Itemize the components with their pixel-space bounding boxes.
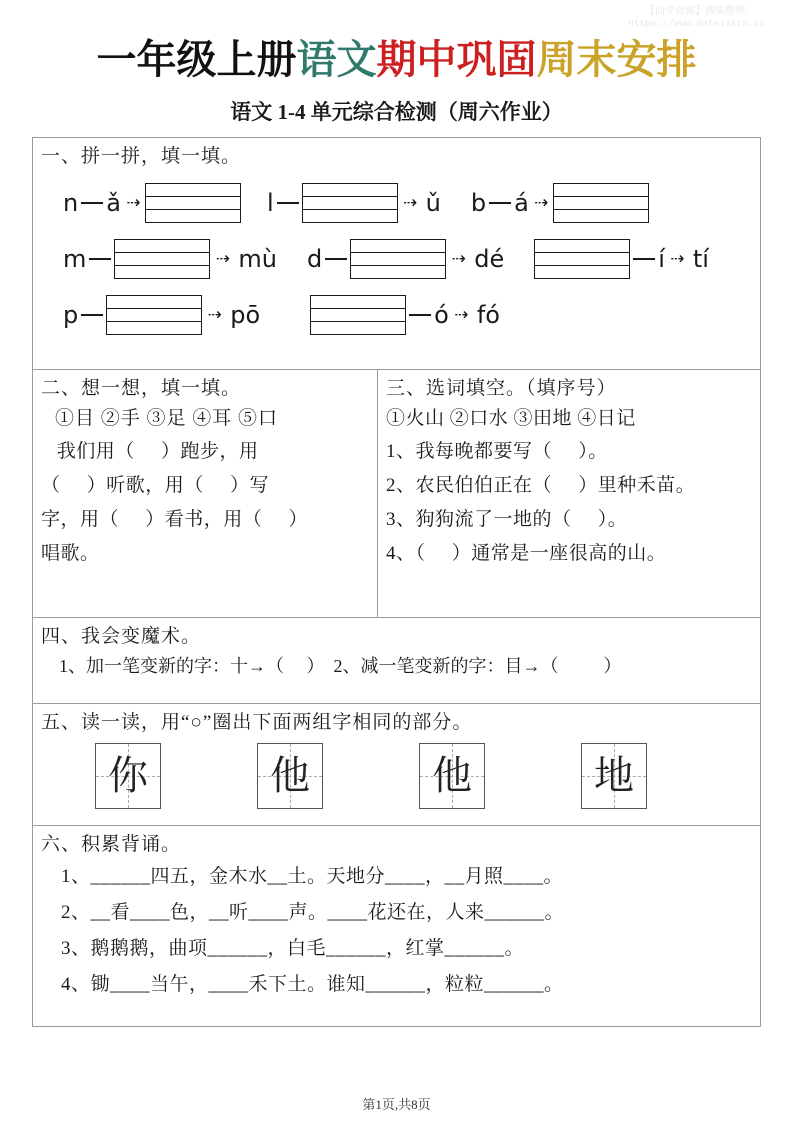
section-circle-common-part bbox=[33, 704, 760, 826]
arrow-icon: ⇢ bbox=[534, 192, 548, 213]
title-part-midterm: 期中巩固 bbox=[376, 37, 537, 82]
section6-line-3[interactable]: 3、鹅鹅鹅，曲项______，白毛______，红掌______。 bbox=[61, 938, 525, 959]
section-pinyin bbox=[33, 138, 760, 370]
dash-line bbox=[633, 258, 655, 260]
pinyin-grid[interactable] bbox=[350, 239, 446, 279]
section-fill-and-choose bbox=[33, 370, 760, 618]
pinyin-final: á bbox=[514, 189, 529, 217]
section2-line-4[interactable]: 唱歌。 bbox=[41, 543, 100, 564]
arrow-icon: ⇢ bbox=[207, 304, 221, 325]
worksheet-sheet bbox=[32, 137, 761, 1027]
character-box[interactable] bbox=[581, 743, 647, 809]
pinyin-result: fó bbox=[476, 301, 500, 329]
dash-line bbox=[489, 202, 511, 204]
section2-line-1[interactable]: 我们用（ ）跑步，用 bbox=[41, 441, 259, 462]
section2-heading: 二、想一想，填一填。 bbox=[41, 378, 242, 399]
pinyin-item-3-2 bbox=[310, 295, 504, 335]
section6-line-2[interactable]: 2、__看____色，__听____声。____花还在，人来______。 bbox=[61, 902, 565, 923]
title-part-subject: 语文 bbox=[296, 37, 377, 82]
watermark bbox=[628, 6, 765, 30]
pinyin-grid[interactable] bbox=[114, 239, 210, 279]
dash-line bbox=[89, 258, 111, 260]
pinyin-final: ǎ bbox=[106, 189, 121, 217]
pinyin-item-2-2 bbox=[307, 239, 508, 279]
dash-line bbox=[277, 202, 299, 204]
character-glyph: 你 bbox=[108, 753, 148, 798]
pinyin-item-1-1 bbox=[63, 183, 241, 223]
character-box-row bbox=[33, 743, 760, 809]
pinyin-initial: d bbox=[306, 245, 323, 273]
character-glyph: 地 bbox=[594, 753, 634, 798]
pinyin-grid[interactable] bbox=[106, 295, 202, 335]
section3-options: ①火山 ②口水 ③田地 ④日记 bbox=[386, 408, 636, 429]
pinyin-row-3 bbox=[33, 287, 760, 343]
pinyin-grid[interactable] bbox=[145, 183, 241, 223]
section3-line-4[interactable]: 4、（ ）通常是一座很高的山。 bbox=[386, 543, 667, 564]
section4-line[interactable]: 1、加一笔变新的字：十→（ ） 2、减一笔变新的字：目→（ ） bbox=[59, 656, 622, 676]
section3-line-1[interactable]: 1、我每晚都要写（ ）。 bbox=[386, 441, 608, 462]
title-part-weekend: 周末安排 bbox=[536, 37, 697, 82]
page-footer: 第1页,共8页 bbox=[362, 1097, 431, 1112]
section3-heading: 三、选词填空。（填序号） bbox=[386, 378, 617, 399]
section6-line-1[interactable]: 1、______四五，金木水__土。天地分____，__月照____。 bbox=[61, 866, 564, 887]
pinyin-grid[interactable] bbox=[302, 183, 398, 223]
character-box[interactable] bbox=[419, 743, 485, 809]
page-subtitle: 语文 1-4 单元综合检测（周六作业） bbox=[230, 100, 563, 124]
pinyin-result: pō bbox=[230, 301, 261, 329]
page-title bbox=[0, 36, 793, 84]
character-glyph: 他 bbox=[270, 753, 310, 798]
section6-line-4[interactable]: 4、锄____当午，____禾下土。谁知______，粒粒______。 bbox=[61, 974, 564, 995]
character-box[interactable] bbox=[95, 743, 161, 809]
section2-line-2[interactable]: （ ）听歌，用（ ）写 bbox=[41, 475, 270, 496]
pinyin-final: í bbox=[658, 245, 665, 273]
section4-heading: 四、我会变魔术。 bbox=[41, 626, 202, 647]
character-box[interactable] bbox=[257, 743, 323, 809]
pinyin-result: dé bbox=[474, 245, 505, 273]
pinyin-row-1 bbox=[33, 175, 760, 231]
arrow-icon: ⇢ bbox=[451, 248, 465, 269]
arrow-icon: ⇢ bbox=[215, 248, 230, 269]
arrow-icon: ⇢ bbox=[126, 192, 140, 213]
watermark-url: https://www.datalista.cn bbox=[628, 18, 765, 29]
pinyin-grid[interactable] bbox=[534, 239, 630, 279]
pinyin-initial: l bbox=[266, 189, 274, 217]
pinyin-grid[interactable] bbox=[553, 183, 649, 223]
pinyin-item-2-1 bbox=[63, 239, 281, 279]
arrow-icon: ⇢ bbox=[670, 248, 684, 269]
pinyin-initial: p bbox=[63, 301, 79, 329]
pinyin-result: tí bbox=[692, 245, 709, 273]
pinyin-result: mù bbox=[238, 245, 277, 273]
section-magic-strokes bbox=[33, 618, 760, 704]
section2-line-3[interactable]: 字，用（ ）看书，用（ ） bbox=[41, 509, 309, 530]
section3-line-2[interactable]: 2、农民伯伯正在（ ）里种禾苗。 bbox=[386, 475, 696, 496]
section3-line-3[interactable]: 3、狗狗流了一地的（ ）。 bbox=[386, 509, 628, 530]
section-word-choice bbox=[378, 370, 760, 617]
pinyin-item-2-3 bbox=[534, 239, 713, 279]
watermark-source: 【尚学资源】搜集整理: bbox=[645, 6, 748, 17]
pinyin-initial: n bbox=[63, 189, 79, 217]
dash-line bbox=[409, 314, 431, 316]
pinyin-final: ó bbox=[434, 301, 449, 329]
pinyin-item-3-1 bbox=[63, 295, 264, 335]
pinyin-item-1-2 bbox=[267, 183, 445, 223]
section1-heading: 一、拼一拼，填一填。 bbox=[41, 146, 242, 167]
arrow-icon: ⇢ bbox=[402, 192, 417, 213]
pinyin-initial: b bbox=[470, 189, 487, 217]
dash-line bbox=[325, 258, 347, 260]
dash-line bbox=[81, 314, 103, 316]
pinyin-result: ǔ bbox=[425, 189, 441, 217]
pinyin-row-2 bbox=[33, 231, 760, 287]
character-glyph: 他 bbox=[432, 753, 472, 798]
section2-options: ①目 ②手 ③足 ④耳 ⑤口 bbox=[55, 408, 279, 429]
pinyin-item-1-3 bbox=[471, 183, 649, 223]
pinyin-grid[interactable] bbox=[310, 295, 406, 335]
section-think-fill bbox=[33, 370, 378, 617]
title-part-grade: 一年级上册 bbox=[96, 37, 297, 82]
section5-heading: 五、读一读，用“○”圈出下面两组字相同的部分。 bbox=[41, 712, 473, 733]
dash-line bbox=[81, 202, 103, 204]
section6-heading: 六、积累背诵。 bbox=[41, 834, 182, 855]
pinyin-initial: m bbox=[63, 245, 87, 273]
arrow-icon: ⇢ bbox=[454, 304, 468, 325]
section-recitation bbox=[33, 826, 760, 1026]
